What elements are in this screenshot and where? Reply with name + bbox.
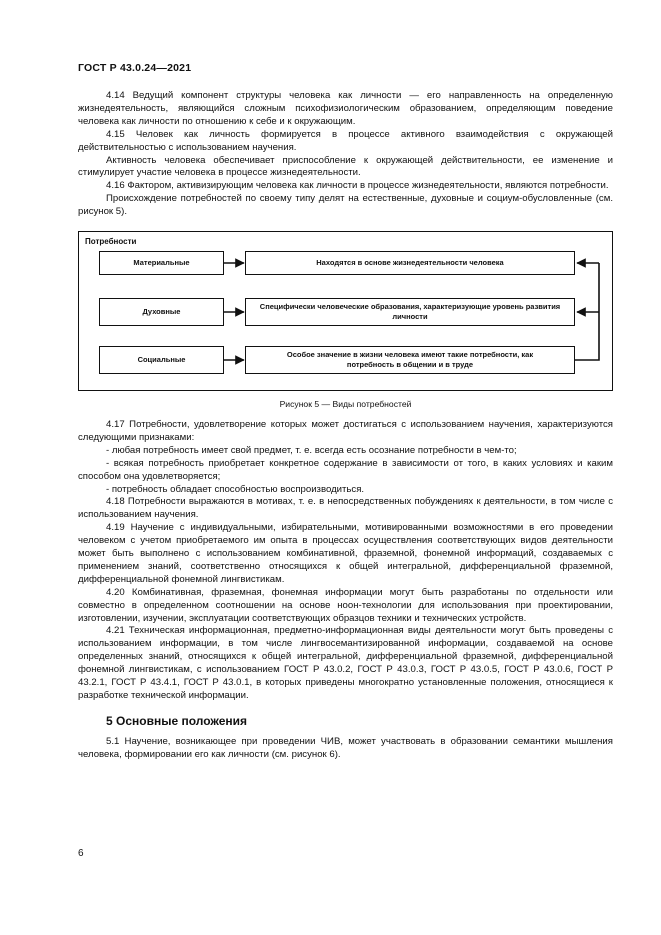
need-type-spiritual: Духовные (99, 298, 224, 326)
need-desc-material: Находятся в основе жизнедеятельности человека (245, 251, 575, 275)
paragraph-4-18: 4.18 Потребности выражаются в мотивах, т. е. в непосредственных побуждениях к деятельности, в том числе с использованием научения. (78, 496, 613, 521)
page-number: 6 (78, 848, 84, 859)
document-header: ГОСТ Р 43.0.24—2021 (78, 62, 192, 74)
paragraph-4-15: 4.15 Человек как личность формируется в процессе активного взаимодействия с окружающей действительностью с использованием научения. (78, 128, 613, 153)
page-body (78, 90, 613, 762)
need-type-material: Материальные (99, 251, 224, 275)
paragraph-4-21: 4.21 Техническая информационная, предметно-информационная виды деятельности могут быть проведены с использованием информации, в том числе лингвосемантизированной информации, создаваемой на основе определенных знаний, относящихся к общей интегральной, дифференциальной фраземной, дифференциальной фонемной лингвистикам, с использованием ГОСТ Р 43.0.2, ГОСТ Р 43.0.3, ГОСТ Р 43.0.5, ГОСТ Р 43.0.6, ГОСТ Р 43.2.1, ГОСТ Р 43.4.1, ГОСТ Р 43.0.1, в которых приведены многократно установленные положения, относящиеся к разработке технической информации. (78, 625, 613, 701)
list-item-2: - всякая потребность приобретает конкретное содержание в зависимости от того, в каких условиях и каким способом она удовлетворяется; (78, 457, 613, 482)
paragraph-4-19: 4.19 Научение с индивидуальными, избирательными, мотивированными возможностями в его проведении человеком с учетом приобретаемого им опыта в процессах осуществления соответствующих видов деятельности может быть выполнено с использованием комбинативной, фраземной, фонемной информаций, создаваемых с применением знаний, соответственно относящихся к общей интегральной, дифференциальной фраземной, дифференциальной фонемной лингвистикам. (78, 522, 613, 585)
paragraph-origin: Происхождение потребностей по своему типу делят на естественные, духовные и социум-обусловленные (см. рисунок 5). (78, 193, 613, 218)
list-item-1: - любая потребность имеет свой предмет, т. е. всегда есть осознание потребности в чем-то; (106, 444, 517, 456)
paragraph-4-17: 4.17 Потребности, удовлетворение которых может достигаться с использованием научения, характеризуются следующими признаками: (78, 418, 613, 443)
paragraph-4-16: 4.16 Фактором, активизирующим человека как личности в процессе жизнедеятельности, являются потребности. (106, 180, 609, 192)
figure-5-diagram (78, 231, 613, 391)
figure-title: Потребности (85, 237, 137, 247)
section-heading: 5 Основные положения (106, 713, 248, 728)
need-type-social: Социальные (99, 346, 224, 374)
paragraph-4-14: 4.14 Ведущий компонент структуры человека как личности — его направленность на определенную жизнедеятельность, являющийся сложным психофизиологическим образованием, определяющим поведение человека как личности по отношению к себе и к окружающим. (78, 90, 613, 127)
figure-caption: Рисунок 5 — Виды потребностей (279, 399, 412, 410)
need-desc-social: Особое значение в жизни человека имеют такие потребности, как потребность в общении и в труде (245, 346, 575, 374)
need-desc-spiritual: Специфически человеческие образования, характеризующие уровень развития личности (245, 298, 575, 326)
list-item-3: - потребность обладает способностью воспроизводиться. (106, 483, 365, 495)
paragraph-5-1: 5.1 Научение, возникающее при проведении ЧИВ, может участвовать в образовании семантики мышления человека, формировании его как личности (см. рисунок 6). (78, 735, 613, 760)
paragraph-4-20: 4.20 Комбинативная, фраземная, фонемная информации могут быть разработаны по отдельности или совместно в определенном соотношении на основе ноон-технологии для использования при проектировании, изготовлении, изучении, эксплуатации соответствующих образцов техники и технических устройств. (78, 586, 613, 624)
paragraph-activity: Активность человека обеспечивает приспособление к окружающей действительности, ее изменение и стимулирует участие человека в процессе жизнедеятельности. (78, 154, 613, 179)
